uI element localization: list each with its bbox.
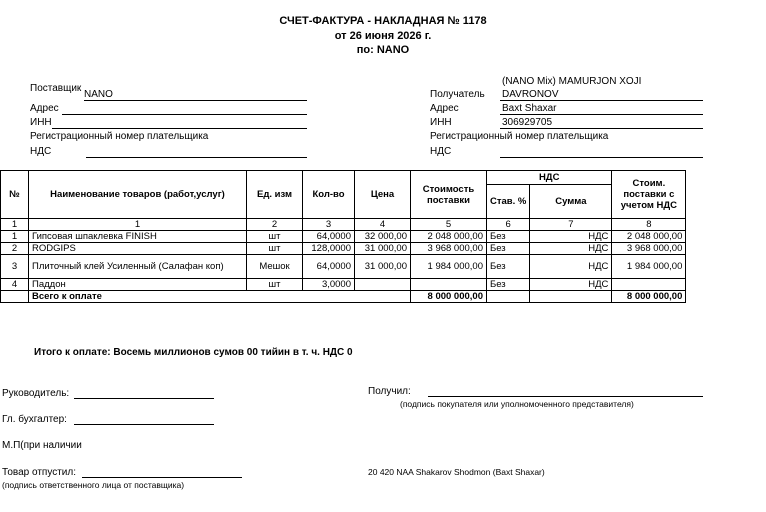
col-header-price: Цена [355, 171, 411, 219]
table-row [1, 255, 686, 279]
supplier-line [84, 100, 307, 101]
row-total: 1 984 000,00 [612, 255, 686, 279]
row-name: Гипсовая шпаклевка FINISH [29, 231, 247, 243]
col-number: 1 [29, 219, 247, 231]
invoice-table [0, 170, 686, 303]
row-qty: 64,0000 [303, 231, 355, 243]
total-cost: 8 000 000,00 [411, 291, 487, 303]
table-row [1, 231, 686, 243]
supplier-label: Поставщик [30, 83, 82, 94]
recipient-address-value: Baxt Shaxar [502, 103, 557, 114]
total-label: Всего к оплате [29, 291, 411, 303]
col-header-sum: Сумма [530, 185, 612, 219]
accountant-label: Гл. бухгалтер: [2, 414, 67, 425]
col-header-rate: Став. % [487, 185, 530, 219]
director-line [74, 398, 214, 399]
col-header-name: Наименование товаров (работ,услуг) [29, 171, 247, 219]
recipient-inn-value: 306929705 [502, 117, 553, 128]
recipient-name-line1: (NANO Mix) MAMURJON XOJI [502, 76, 642, 87]
stamp-label: М.П(при наличии [2, 440, 82, 451]
row-rate: Без [487, 279, 530, 291]
total-total: 8 000 000,00 [612, 291, 686, 303]
row-cost: 1 984 000,00 [411, 255, 487, 279]
recipient-nds-line [500, 157, 703, 158]
supplier-inn-label: ИНН [30, 117, 52, 128]
received-label: Получил: [368, 386, 411, 397]
row-num: 1 [1, 231, 29, 243]
recipient-address-line [500, 114, 703, 115]
recipient-line [500, 100, 703, 101]
supplier-value: NANO [84, 89, 113, 100]
row-price: 31 000,00 [355, 243, 411, 255]
col-header-unit: Ед. изм [247, 171, 303, 219]
recipient-label: Получатель [430, 89, 485, 100]
row-qty: 128,0000 [303, 243, 355, 255]
released-note: (подпись ответственного лица от поставщика) [2, 480, 185, 490]
row-num: 2 [1, 243, 29, 255]
row-price: 31 000,00 [355, 255, 411, 279]
supplier-inn-line [52, 128, 307, 129]
row-num: 3 [1, 255, 29, 279]
table-row [1, 279, 686, 291]
row-price: 32 000,00 [355, 231, 411, 243]
row-name: RODGIPS [29, 243, 247, 255]
col-number: 3 [303, 219, 355, 231]
row-cost: 2 048 000,00 [411, 231, 487, 243]
received-line [428, 396, 703, 397]
total-row [1, 291, 686, 303]
row-price [355, 279, 411, 291]
row-sum: НДС [530, 279, 612, 291]
supplier-nds-line [86, 157, 307, 158]
col-number: 6 [487, 219, 530, 231]
invoice-po: по: NANO [356, 44, 410, 56]
row-cost: 3 968 000,00 [411, 243, 487, 255]
recipient-address-label: Адрес [430, 103, 459, 114]
col-number: 2 [247, 219, 303, 231]
supplier-reg-label: Регистрационный номер плательщика [30, 131, 209, 142]
row-qty: 64,0000 [303, 255, 355, 279]
table-row [1, 243, 686, 255]
row-total [612, 279, 686, 291]
row-name: Паддон [29, 279, 247, 291]
supplier-address-label: Адрес [30, 103, 59, 114]
invoice-date: от 26 июня 2026 г. [334, 30, 432, 42]
row-total: 3 968 000,00 [612, 243, 686, 255]
row-sum: НДС [530, 243, 612, 255]
col-number: 7 [530, 219, 612, 231]
row-unit: шт [247, 243, 303, 255]
released-line [82, 477, 242, 478]
row-rate: Без [487, 243, 530, 255]
recipient-inn-label: ИНН [430, 117, 452, 128]
col-number: 1 [1, 219, 29, 231]
col-header-total: Стоим. поставки с учетом НДС [612, 171, 686, 219]
recipient-name-line2: DAVRONOV [502, 89, 559, 100]
col-header-nds: НДС [487, 171, 612, 185]
row-unit: Мешок [247, 255, 303, 279]
row-rate: Без [487, 255, 530, 279]
column-numbers-row [1, 219, 686, 231]
col-number: 8 [612, 219, 686, 231]
proxy-info: 20 420 NAA Shakarov Shodmon (Baxt Shaxar) [368, 467, 545, 477]
row-qty: 3,0000 [303, 279, 355, 291]
supplier-nds-label: НДС [30, 146, 52, 157]
recipient-nds-label: НДС [430, 146, 452, 157]
col-header-num: № [1, 171, 29, 219]
row-num: 4 [1, 279, 29, 291]
row-rate: Без [487, 231, 530, 243]
row-name: Плиточный клей Усиленный (Салафан коп) [29, 255, 247, 279]
col-header-cost: Стоимость поставки [411, 171, 487, 219]
supplier-address-line [62, 114, 307, 115]
received-note: (подпись покупателя или уполномоченного представителя) [400, 399, 634, 409]
col-header-qty: Кол-во [303, 171, 355, 219]
director-label: Руководитель: [2, 388, 70, 399]
invoice-title: СЧЕТ-ФАКТУРА - НАКЛАДНАЯ № 1178 [279, 15, 487, 27]
released-label: Товар отпустил: [2, 467, 76, 478]
row-sum: НДС [530, 231, 612, 243]
recipient-inn-line [500, 128, 703, 129]
recipient-reg-label: Регистрационный номер плательщика [430, 131, 609, 142]
row-total: 2 048 000,00 [612, 231, 686, 243]
col-number: 4 [355, 219, 411, 231]
row-cost [411, 279, 487, 291]
payment-summary: Итого к оплате: Восемь миллионов сумов 00 тийин в т. ч. НДС 0 [34, 347, 353, 358]
row-unit: шт [247, 231, 303, 243]
row-sum: НДС [530, 255, 612, 279]
col-number: 5 [411, 219, 487, 231]
row-unit: шт [247, 279, 303, 291]
accountant-line [74, 424, 214, 425]
